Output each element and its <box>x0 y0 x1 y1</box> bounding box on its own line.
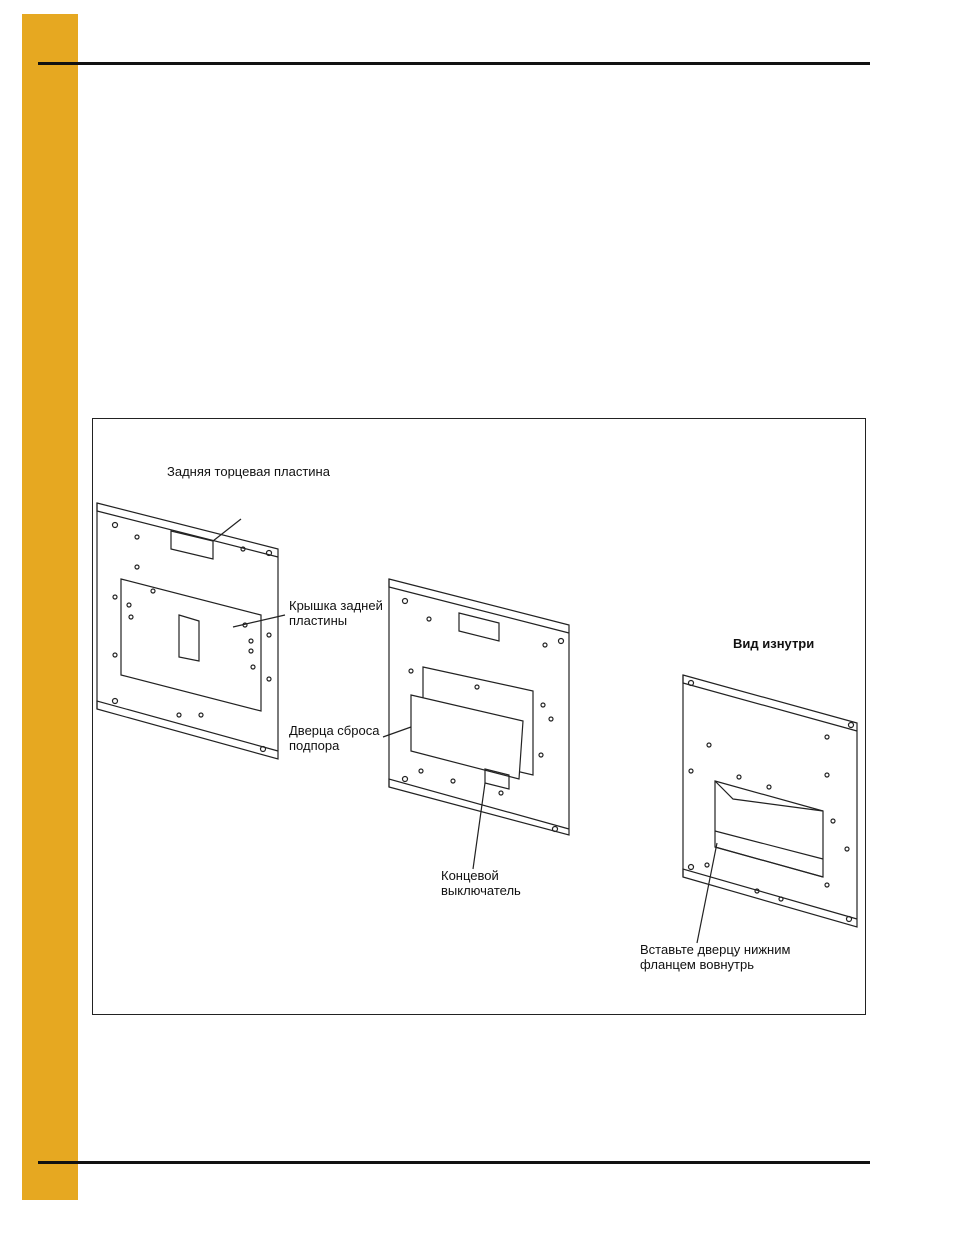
side-color-bar <box>22 14 78 1200</box>
label-rear-plate-cover: Крышка задней пластины <box>289 598 383 628</box>
header-rule <box>38 62 870 65</box>
plate-drawing <box>93 419 867 1016</box>
inside-view-plate-drawing <box>683 675 857 943</box>
label-limit-switch: Концевой выключатель <box>441 868 521 898</box>
label-rear-end-plate: Задняя торцевая пластина <box>167 464 330 479</box>
label-insert-door: Вставьте дверцу нижним фланцем вовнутрь <box>640 942 791 972</box>
relief-door-plate-drawing <box>383 579 569 869</box>
label-inside-view: Вид изнутри <box>733 636 815 651</box>
figure <box>92 418 866 1015</box>
footer-rule <box>38 1161 870 1164</box>
label-pressure-relief-door: Дверца сброса подпора <box>289 723 380 753</box>
rear-end-plate-drawing <box>97 503 285 759</box>
